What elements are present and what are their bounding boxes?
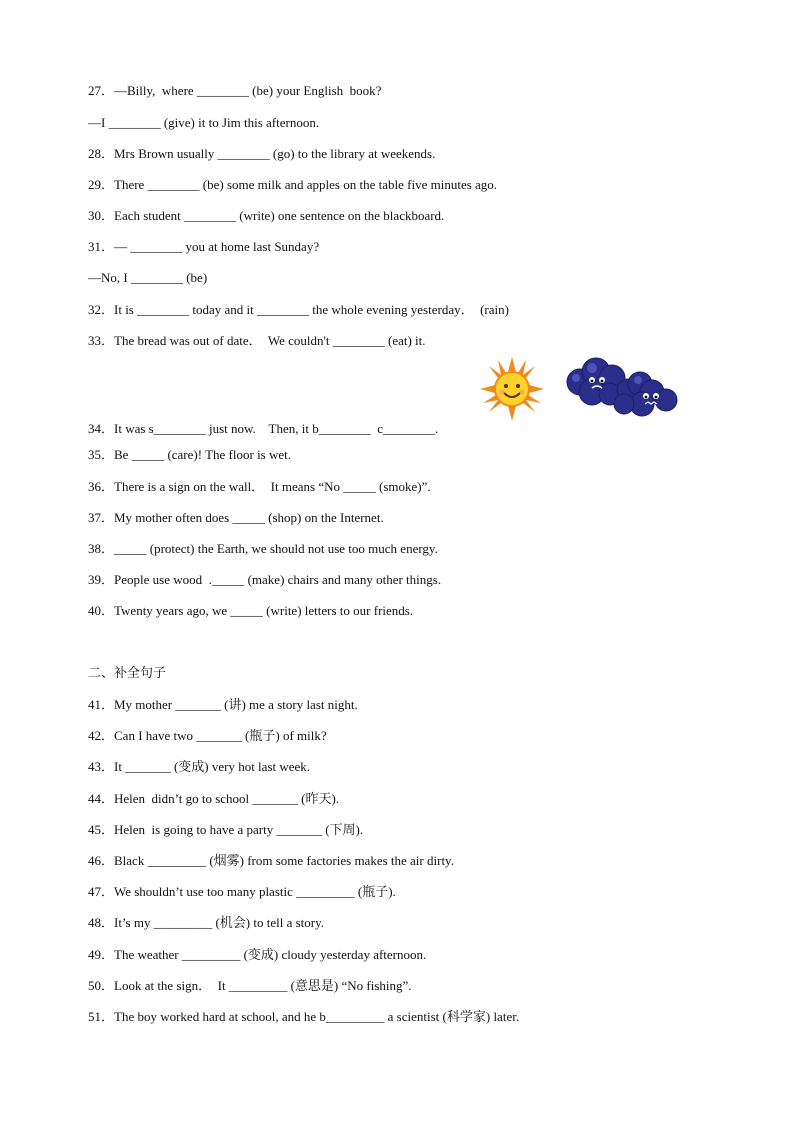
question-39: 39．People use wood ._____ (make) chairs and many other things.: [88, 572, 442, 587]
question-38: 38．_____ (protect) the Earth, we should not use too much energy.: [88, 541, 438, 556]
storm-clouds-icon: [562, 356, 680, 422]
question-30: 30．Each student ________ (write) one sentence on the blackboard.: [88, 208, 445, 223]
sun-icon: [479, 356, 545, 422]
question-51: 51．The boy worked hard at school, and he b_________ a scientist (科学家) later.: [88, 1009, 520, 1024]
question-50: 50．Look at the sign． It _________ (意思是) “No fishing”.: [88, 978, 412, 993]
section-title: 二、补全句子: [88, 666, 167, 681]
question-37: 37．My mother often does _____ (shop) on the Internet.: [88, 510, 384, 525]
question-48: 48．It’s my _________ (机会) to tell a story.: [88, 915, 325, 930]
question-31-answer: —No, I ________ (be): [88, 270, 208, 285]
question-41: 41．My mother _______ (讲) me a story last night.: [88, 697, 358, 712]
question-28: 28．Mrs Brown usually ________ (go) to the library at weekends.: [88, 146, 436, 161]
question-33: 33．The bread was out of date． We couldn't ________ (eat) it.: [88, 333, 426, 348]
question-46: 46．Black _________ (烟雾) from some factories makes the air dirty.: [88, 853, 454, 868]
question-44: 44．Helen didn’t go to school _______ (昨天).: [88, 791, 340, 806]
question-27: 27．—Billy, where ________ (be) your English book?: [88, 83, 382, 98]
question-32: 32．It is ________ today and it ________ the whole evening yesterday． (rain): [88, 302, 509, 317]
question-43: 43．It _______ (变成) very hot last week.: [88, 759, 311, 774]
question-49: 49．The weather _________ (变成) cloudy yesterday afternoon.: [88, 947, 427, 962]
question-42: 42．Can I have two _______ (瓶子) of milk?: [88, 728, 327, 743]
question-34: 34．It was s________ just now. Then, it b________ c________.: [88, 421, 439, 436]
question-27-answer: —I ________ (give) it to Jim this afternoon.: [88, 115, 320, 130]
question-47: 47．We shouldn’t use too many plastic _________ (瓶子).: [88, 884, 396, 899]
question-36: 36．There is a sign on the wall． It means “No _____ (smoke)”.: [88, 479, 431, 494]
question-31: 31．— ________ you at home last Sunday?: [88, 239, 320, 254]
question-29: 29．There ________ (be) some milk and apples on the table five minutes ago.: [88, 177, 498, 192]
question-40: 40．Twenty years ago, we _____ (write) letters to our friends.: [88, 603, 414, 618]
question-35: 35．Be _____ (care)! The floor is wet.: [88, 447, 292, 462]
question-45: 45．Helen is going to have a party _______ (下周).: [88, 822, 364, 837]
